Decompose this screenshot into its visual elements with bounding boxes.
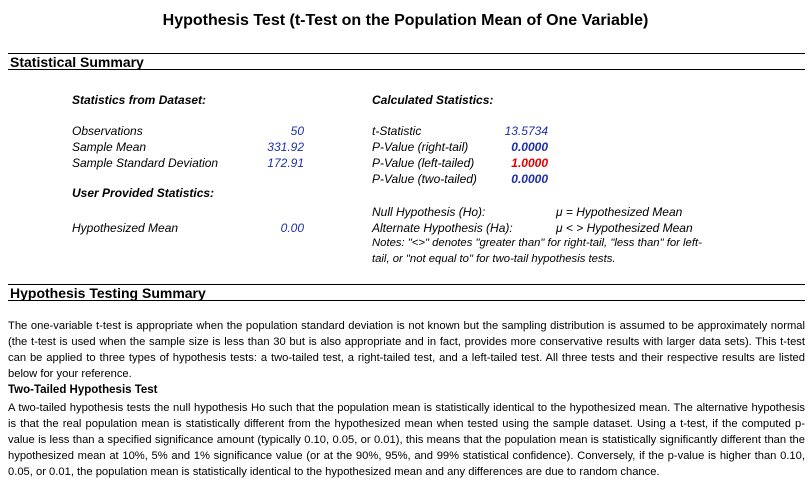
dataset-stats-heading: Statistics from Dataset: [72,93,207,107]
p-value-right-value: 0.0000 [511,140,548,154]
hypothesized-mean-label: Hypothesized Mean [72,221,179,235]
statistical-summary-header: Statistical Summary [8,53,805,70]
notes-line-2: tail, or "not equal to" for two-tail hypothesis tests. [372,253,616,265]
null-hypothesis-label: Null Hypothesis (Ho): [372,205,486,219]
calculated-stats-heading: Calculated Statistics: [372,93,494,107]
two-tailed-heading: Two-Tailed Hypothesis Test [8,384,158,396]
intro-paragraph: The one-variable t-test is appropriate when the population standard deviation is not known but the sampling distribution is assumed to be approximately normal (the t-test is used when the sample size is less than 30 but is also appropriate and in fact, provides more conservative results with larger data sets). This t-test can be applied to three types of hypothesis tests: a two-tailed test, a right-tailed test, and a left-tailed test. All three tests and their respective results are listed below for your reference. [8,320,805,381]
t-statistic-label: t-Statistic [372,124,422,138]
p-value-right-label: P-Value (right-tail) [372,140,469,154]
hypothesized-mean-value: 0.00 [280,221,304,235]
testing-summary-header: Hypothesis Testing Summary [8,284,805,301]
alternate-hypothesis-label: Alternate Hypothesis (Ha): [372,221,513,235]
observations-value: 50 [290,124,304,138]
notes-line-1: Notes: "<>" denotes "greater than" for right-tail, "less than" for left- [372,237,702,249]
p-value-two-value: 0.0000 [511,172,548,186]
user-stats-heading: User Provided Statistics: [72,186,215,200]
null-hypothesis-value: μ = Hypothesized Mean [556,205,683,219]
sample-mean-value: 331.92 [267,140,304,154]
two-tailed-paragraph: A two-tailed hypothesis tests the null hypothesis Ho such that the population mean is statistically identical to the hypothesized mean. The alternative hypothesis is that the real population mean is statistically different from the hypothesized mean when tested using the sample dataset. Using a t-test, if the computed p-value is less than a specified significance amount (typically 0.10, 0.05, or 0.01), this means that the population mean is statistically significantly different than the hypothesized mean at 10%, 5% and 1% significance value (or at the 90%, 95%, and 99% statistical confidence). Conversely, if the p-value is higher than 0.10, 0.05, or 0.01, the population mean is statistically identical to the hypothesized mean and any differences are due to random chance. [8,402,805,479]
p-value-left-value: 1.0000 [511,156,548,170]
page-title: Hypothesis Test (t-Test on the Population Mean of One Variable) [162,12,649,29]
sample-std-dev-value: 172.91 [267,156,304,170]
p-value-two-label: P-Value (two-tailed) [372,172,477,186]
sample-std-dev-label: Sample Standard Deviation [72,156,219,170]
t-statistic-value: 13.5734 [504,124,548,138]
p-value-left-label: P-Value (left-tailed) [372,156,475,170]
observations-label: Observations [72,124,143,138]
alternate-hypothesis-value: μ < > Hypothesized Mean [556,221,693,235]
sample-mean-label: Sample Mean [72,140,147,154]
